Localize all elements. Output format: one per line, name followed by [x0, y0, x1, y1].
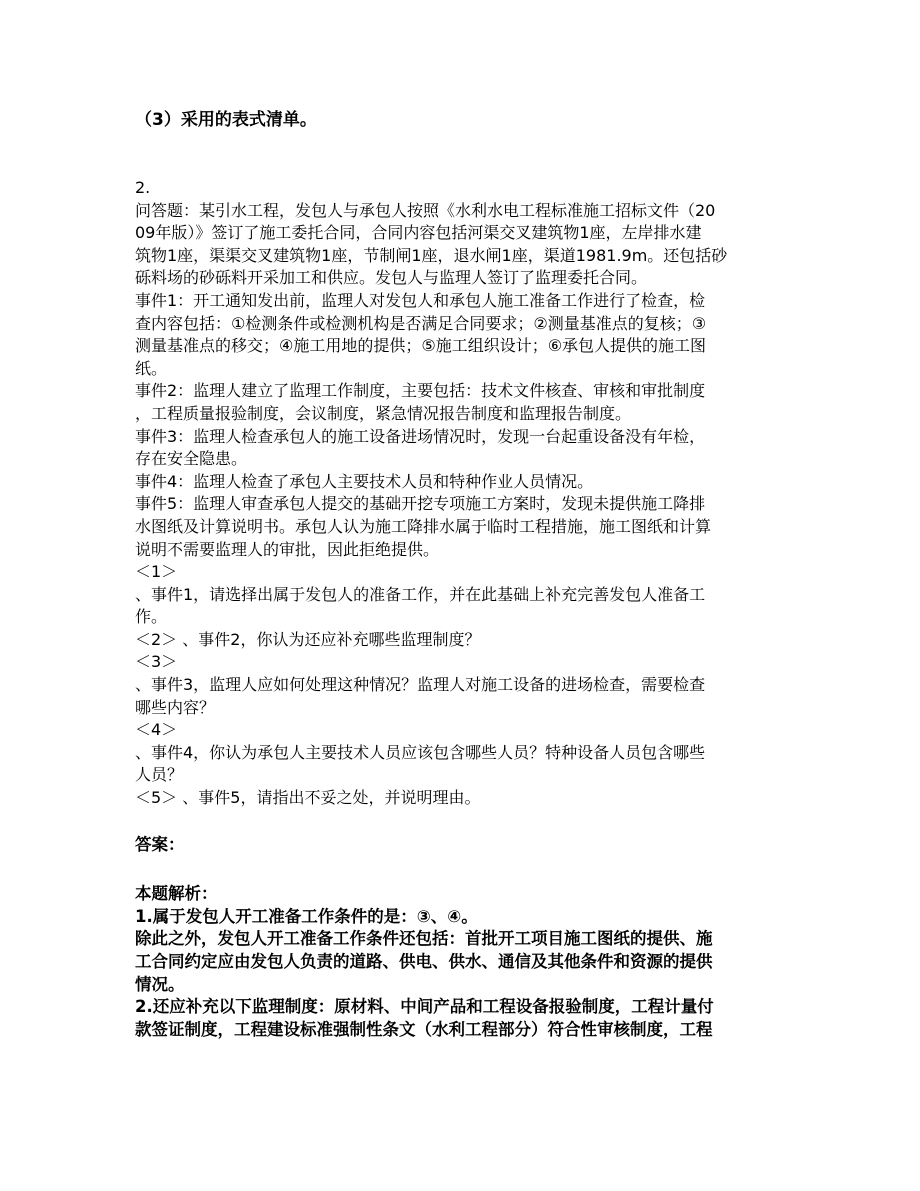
sub-question-3 [135, 651, 785, 719]
sub-question-1 [135, 561, 785, 629]
question-line: 09年版）》签订了施工委托合同，合同内容包括河渠交叉建筑物1座，左岸排水建 [135, 223, 702, 243]
event-line: 事件4：监理人检查了承包人主要技术人员和特种作业人员情况。 [135, 471, 594, 491]
event-line: ，工程质量报验制度，会议制度，紧急情况报告制度和监理报告制度。 [135, 403, 632, 423]
section-heading: （3）采用的表式清单。 [135, 110, 317, 130]
event-5 [135, 493, 785, 561]
event-line: 查内容包括：①检测条件或检测机构是否满足合同要求；②测量基准点的复核；③ [135, 313, 707, 333]
sub-question-line: 、事件4，你认为承包人主要技术人员应该包含哪些人员？特种设备人员包含哪些 [135, 742, 706, 762]
sub-question-line: 哪些内容？ [135, 697, 216, 717]
analysis-line: 情况。 [135, 974, 185, 994]
answer-label [135, 834, 785, 857]
sub-question-line: ＜4＞ [135, 720, 178, 740]
event-line: 测量基准点的移交；④施工用地的提供；⑤施工组织设计；⑥承包人提供的施工图 [135, 336, 707, 356]
answer-label-text: 答案： [135, 834, 185, 854]
sub-question-line: ＜2＞ 、事件2，你认为还应补充哪些监理制度？ [135, 629, 481, 649]
question-number-text: 2. [135, 178, 151, 197]
analysis-line: 1.属于发包人开工准备工作条件的是：③、④。 [135, 906, 478, 926]
event-2 [135, 380, 785, 425]
question-line: 问答题：某引水工程，发包人与承包人按照《水利水电工程标准施工招标文件（20 [135, 200, 716, 220]
event-line: 事件1：开工通知发出前，监理人对发包人和承包人施工准备工作进行了检查，检 [135, 290, 706, 310]
analysis-line: 款签证制度，工程建设标准强制性条文（水利工程部分）符合性审核制度，工程 [135, 1019, 713, 1039]
analysis-section [135, 883, 785, 1041]
sub-question-line: 、事件1，请选择出属于发包人的准备工作，并在此基础上补充完善发包人准备工 [135, 584, 706, 604]
question-number [135, 177, 785, 200]
question-line: 砾料场的砂砾料开采加工和供应。发包人与监理人签订了监理委托合同。 [135, 268, 648, 288]
analysis-line: 工合同约定应由发包人负责的道路、供电、供水、通信及其他条件和资源的提供 [135, 952, 713, 971]
question-stem [135, 200, 785, 290]
sub-question-line: 作。 [135, 607, 168, 627]
event-4 [135, 471, 785, 494]
analysis-line: 除此之外，发包人开工准备工作条件还包括：首批开工项目施工图纸的提供、施 [135, 929, 713, 949]
sub-question-line: ＜1＞ [135, 562, 178, 582]
sub-question-5 [135, 787, 785, 810]
sub-question-4 [135, 719, 785, 787]
event-1 [135, 290, 785, 380]
analysis-line: 2.还应补充以下监理制度：原材料、中间产品和工程设备报验制度，工程计量付 [135, 997, 714, 1017]
event-line: 事件2：监理人建立了监理工作制度，主要包括：技术文件核查、审核和审批制度 [135, 381, 706, 401]
event-3 [135, 426, 785, 471]
event-line: 事件5：监理人审查承包人提交的基础开挖专项施工方案时，发现未提供施工降排 [135, 494, 706, 514]
event-line: 事件3：监理人检查承包人的施工设备进场情况时，发现一台起重设备没有年检， [135, 426, 706, 446]
sub-question-2 [135, 629, 785, 652]
event-line: 说明不需要监理人的审批，因此拒绝提供。 [135, 539, 440, 559]
question-line: 筑物1座，渠渠交叉建筑物1座，节制闸1座，退水闸1座，渠道1981.9m。还包括砂 [135, 245, 728, 265]
question-content [135, 177, 785, 1041]
sub-question-line: ＜5＞ 、事件5，请指出不妥之处，并说明理由。 [135, 788, 481, 808]
analysis-label-text: 本题解析： [135, 884, 218, 904]
event-line: 水图纸及计算说明书。承包人认为施工降排水属于临时工程措施，施工图纸和计算 [135, 516, 712, 536]
sub-question-line: ＜3＞ [135, 652, 178, 672]
event-line: 纸。 [135, 358, 168, 378]
sub-question-line: 、事件3，监理人应如何处理这种情况？监理人对施工设备的进场检查，需要检查 [135, 675, 706, 695]
sub-question-line: 人员？ [135, 765, 184, 785]
event-line: 存在安全隐患。 [135, 449, 248, 469]
